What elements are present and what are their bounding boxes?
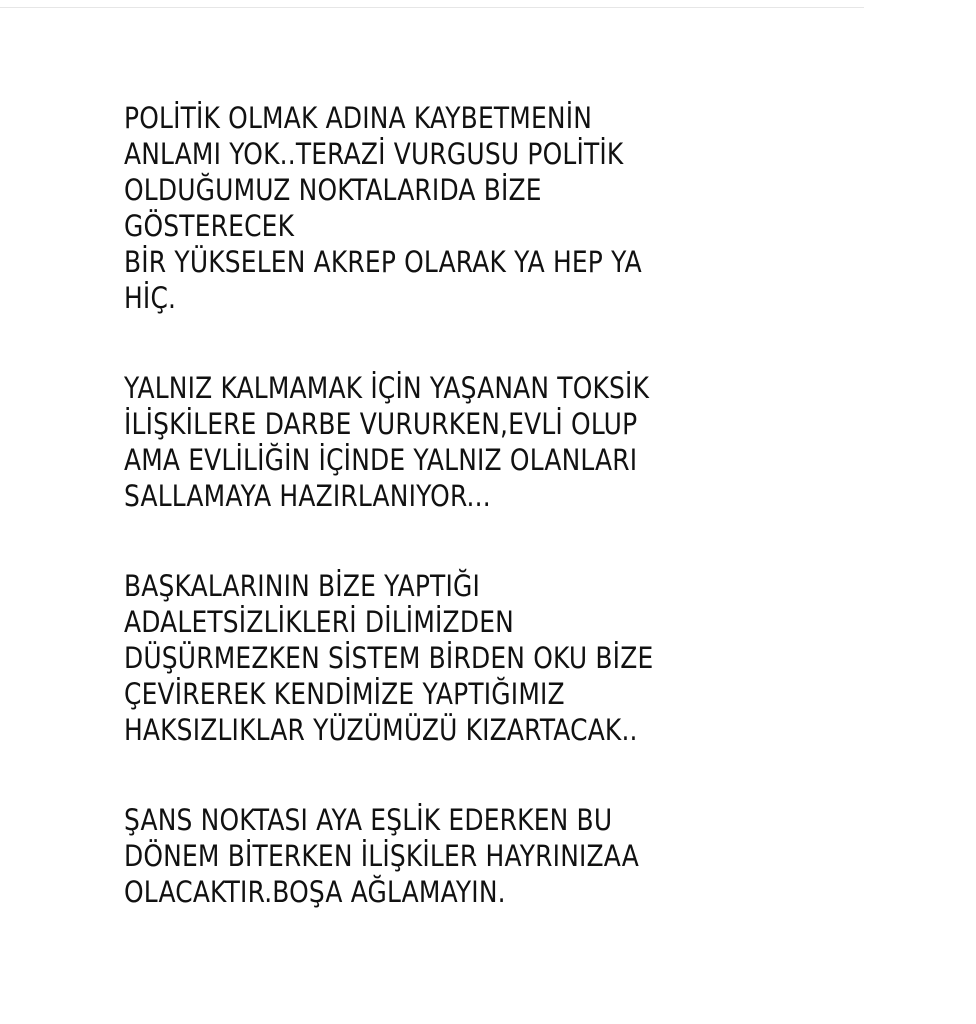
paragraph-2 bbox=[124, 370, 760, 514]
text-line: SALLAMAYA HAZIRLANIYOR... bbox=[124, 479, 491, 513]
text-line: YALNIZ KALMAMAK İÇİN YAŞANAN TOKSİK bbox=[124, 371, 650, 405]
text-line: ŞANS NOKTASI AYA EŞLİK EDERKEN BU bbox=[124, 803, 613, 837]
text-line: HAKSIZLIKLAR YÜZÜMÜZÜ KIZARTACAK.. bbox=[124, 713, 638, 747]
text-line: BİR YÜKSELEN AKREP OLARAK YA HEP YA bbox=[124, 245, 642, 279]
paragraph-3 bbox=[124, 568, 760, 748]
text-line: ADALETSİZLİKLERİ DİLİMİZDEN bbox=[124, 605, 514, 639]
text-line: HİÇ. bbox=[124, 281, 177, 315]
text-line: OLDUĞUMUZ NOKTALARIDA BİZE bbox=[124, 173, 542, 207]
text-line: AMA EVLİLİĞİN İÇİNDE YALNIZ OLANLARI bbox=[124, 443, 638, 477]
text-line: ANLAMI YOK..TERAZİ VURGUSU POLİTİK bbox=[124, 137, 624, 171]
text-line: DÖNEM BİTERKEN İLİŞKİLER HAYRINIZAA bbox=[124, 839, 639, 873]
text-line: ÇEVİREREK KENDİMİZE YAPTIĞIMIZ bbox=[124, 677, 565, 711]
text-line: DÜŞÜRMEZKEN SİSTEM BİRDEN OKU BİZE bbox=[124, 641, 654, 675]
text-line: İLİŞKİLERE DARBE VURURKEN,EVLİ OLUP bbox=[124, 407, 638, 441]
text-line: BAŞKALARININ BİZE YAPTIĞI bbox=[124, 569, 480, 603]
post-text-block bbox=[124, 100, 760, 964]
top-divider bbox=[0, 7, 864, 8]
text-line: POLİTİK OLMAK ADINA KAYBETMENİN bbox=[124, 101, 593, 135]
text-line: GÖSTERECEK bbox=[124, 209, 295, 243]
text-line: OLACAKTIR.BOŞA AĞLAMAYIN. bbox=[124, 875, 506, 909]
paragraph-1 bbox=[124, 100, 760, 316]
paragraph-4 bbox=[124, 802, 760, 910]
